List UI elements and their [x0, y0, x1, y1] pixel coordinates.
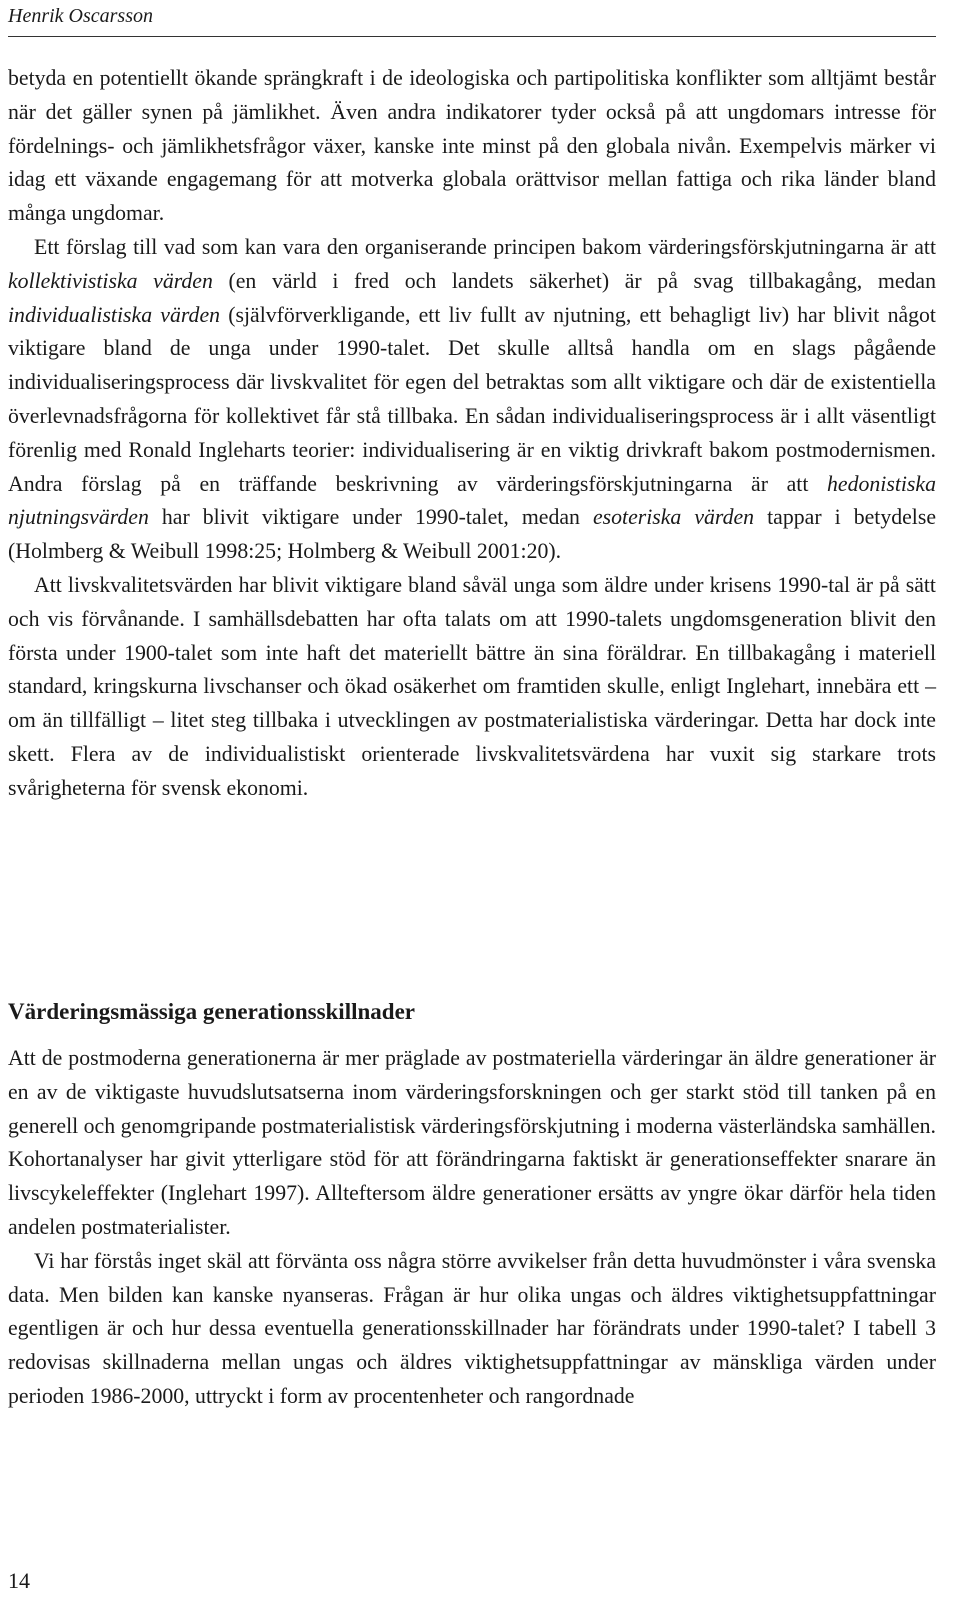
- paragraph-2-text-5: tappar i betydelse (Holmberg & Weibull 1998:25; Holmberg & Weibull 2001:20).: [8, 505, 937, 564]
- term-individualistiska-varden: individualistiska värden: [8, 302, 221, 327]
- section-paragraph-2: Vi har förstås inget skäl att förvänta oss några större avvikelser från detta huvudmönster i våra svenska data. Men bilden kan kanske nyanseras. Frågan är hur olika ungas och äldres viktighetsuppfattningar egentligen är och hur dessa eventuella generationsskillnader har förändrats under 1990-talet? I tabell 3 redovisas skillnaderna mellan ungas och äldres viktighetsuppfattningar av mänskliga värden under perioden 1986-2000, uttryckt i form av procentenheter och rangordnade: [8, 1248, 936, 1408]
- term-hedonistiska-njutningsvarden: hedonistiska njutningsvärden: [8, 471, 936, 530]
- paragraph-3: Att livskvalitetsvärden har blivit viktigare bland såväl unga som äldre under krisens 1990-tal är på sätt och vis förvånande. I samhällsdebatten har ofta talats om att 1990-talets ungdomsgeneration blivit den första under 1900-talet som inte haft det materiellt bättre än sina föräldrar. En tillbakagång i materiell standard, kringskurna livschanser och ökad osäkerhet om framtiden skulle, enligt Inglehart, innebära ett – om än tillfälligt – litet steg tillbaka i utvecklingen av postmaterialistiska värderingar. Detta har dock inte skett. Flera av de individualistiskt orienterade livskvalitetsvärdena har vuxit sig starkare trots svårigheterna för svensk ekonomi.: [8, 572, 936, 800]
- running-head-author: Henrik Oscarsson: [8, 5, 153, 27]
- paragraph-2-text-2: (en värld i fred och landets säkerhet) är på svag tillbakagång, medan: [212, 268, 936, 293]
- section-paragraph-1: Att de postmoderna generationerna är mer präglade av postmateriella värderingar än äldre generationer är en av de viktigaste huvudslutsatserna inom värderingsforskningen och ger starkt stöd till tanken på en generell och genomgripande postmaterialistisk värderingsförskjutning i moderna västerländska samhällen. Kohortanalyser har givit ytterligare stöd för att förändringarna faktiskt är generationseffekter snarare än livscykeleffekter (Inglehart 1997). Allteftersom äldre generationer ersätts av yngre ökar därför hela tiden andelen postmaterialister.: [8, 1046, 936, 1239]
- page-number: 14: [8, 1568, 30, 1593]
- section-body: [8, 1042, 936, 1414]
- paragraph-2: [8, 231, 936, 569]
- term-esoteriska-varden: esoteriska värden: [592, 505, 755, 530]
- section-generationsskillnader: [8, 996, 936, 1414]
- paragraph-2-text-3: (självförverkligande, ett liv fullt av njutning, ett behagligt liv) har blivit något viktigare bland de unga under 1990-talet. Det skulle alltså handla om en slags pågående individualiseringsprocess där livskvalitet för egen del betraktas som allt viktigare och där de existentiella överlevnadsfrågorna för kollektivet får stå tillbaka. En sådan individualiseringsprocess är i allt väsentligt förenlig med Ronald Ingleharts teorier: individualisering är en viktig drivkraft bakom postmodernismen. Andra förslag på en träffande beskrivning av värderingsförskjutningarna är att: [8, 302, 936, 496]
- term-kollektivistiska-varden: kollektivistiska värden: [8, 268, 213, 293]
- body-text: [8, 62, 936, 806]
- header-rule: [8, 36, 936, 37]
- paragraph-1: betyda en potentiellt ökande sprängkraft i de ideologiska och partipolitiska konflikter som alltjämt består när det gäller synen på jämlikhet. Även andra indikatorer tyder också på att ungdomars intresse för fördelnings- och jämlikhetsfrågor växer, kanske inte minst på den globala nivån. Exempelvis märker vi idag ett växande engagemang för att motverka globala orättvisor mellan fattiga och rika länder bland många ungdomar.: [8, 66, 936, 226]
- section-heading: Värderingsmässiga generationsskillnader: [8, 999, 415, 1024]
- paragraph-2-text-4: har blivit viktigare under 1990-talet, medan: [148, 505, 593, 530]
- paragraph-2-text-1: Ett förslag till vad som kan vara den organiserande principen bakom värderingsförskjutningarna är att: [34, 234, 936, 259]
